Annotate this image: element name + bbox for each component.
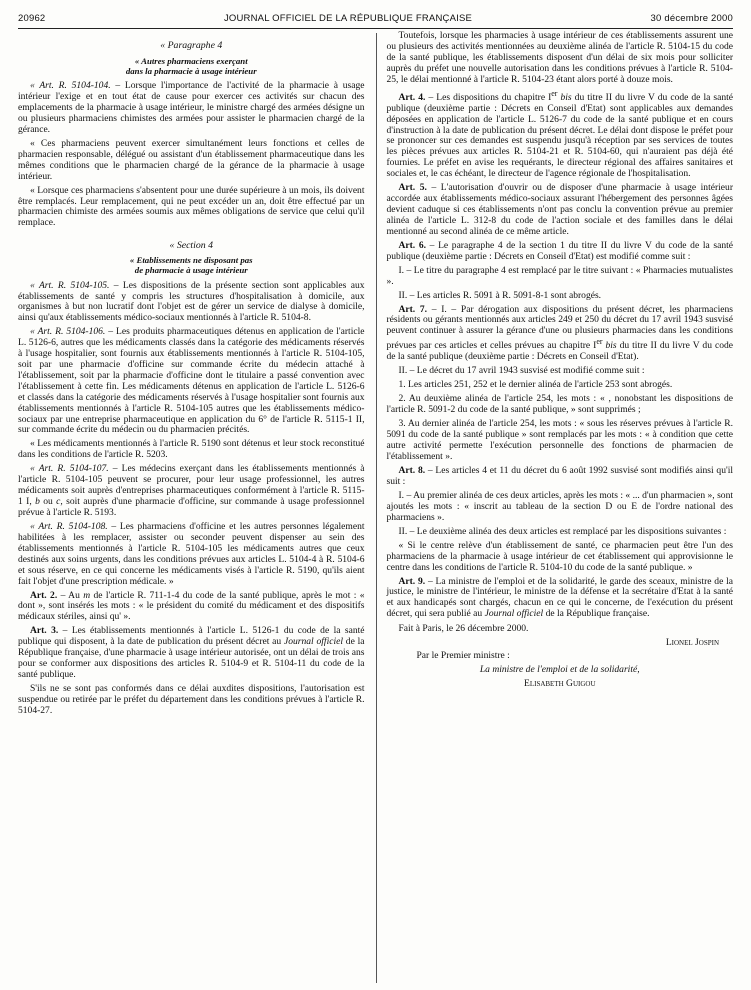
countersign-intro: Par le Premier ministre : [416, 650, 510, 662]
paragraph-heading: « Paragraphe 4 [160, 40, 223, 51]
article-text: – Lorsque l'importance de l'activité de la pharmacie à usage intérieur l'exige et en tout état de cause pour exercer ces activités sur chacun des emplacements de la pharmacie à usage intérieur, le ministre chargé des armées désigne un ou plusieurs pharmaciens chimistes des armées pour assister le pharmacien chargé de la gérance. [18, 80, 365, 135]
paragraph-subheading [18, 56, 365, 76]
header-rule [18, 28, 733, 29]
article-r5104-104 [18, 81, 365, 136]
article-text: – Les médecins exerçant dans les établissements mentionnés à l'article R. 5104-105 peuvent se procurer, pour leur usage professionnel, les autres médicaments soit auprès d'entreprises pharmaceutiques conformément à l'article R. 5115-1 I, [18, 463, 365, 508]
paragraph-text: « Lorsque ces pharmaciens s'absentent pour une durée supérieure à un mois, ils doivent être remplacés. Leur remplacement, qui ne peut excéder un an, doit être effectué par un pharmacien chimiste des armées soumis aux mêmes obligations de service que celui qu'il remplace. [18, 184, 365, 229]
article-text: de l'article R. 711-1-4 du code de la santé publique, après le mot : « dont », sont insérés les mots : « le président du comité du médicament et des dispositifs médicaux stériles, ainsi qu' ». [18, 589, 365, 623]
paragraph-subheading-line-2: dans la pharmacie à usage intérieur [125, 66, 257, 77]
page-number: 20962 [18, 13, 46, 24]
article-text: – Les dispositions de la présente section sont applicables aux établissements de santé y compris les structures d'hospitalisation à domicile, aux organismes à but non lucratif dont l'objet est de gérer un service de dialyse à domicile, ainsi qu'aux établissements médico-sociaux mentionnés à l'article R. 5104-8. [18, 279, 365, 324]
journal-title: JOURNAL OFFICIEL DE LA RÉPUBLIQUE FRANÇAISE [223, 13, 473, 24]
article-text: de la République française. [543, 608, 650, 620]
article-ref: « Art. R. 5104-108. [30, 521, 108, 532]
text-columns [18, 31, 733, 983]
paragraph-text: S'ils ne se sont pas conformés dans ce délai auxdites dispositions, l'autorisation est suspendue ou retirée par le préfet du département dans les conditions prévues à l'article R. 5104-27. [18, 682, 365, 716]
article-text: – La ministre de l'emploi et de la solidarité, le garde des sceaux, ministre de la justice, le ministre de l'intérieur, le ministre de la défense et la secrétaire d'Etat à la santé et aux handicapés sont chargés, chacun en ce qui le concerne, de l'exécution du présent décret, qui sera publié au [386, 575, 733, 620]
article-4 [387, 89, 734, 180]
paragraph-text: « Ces pharmaciens peuvent exercer simultanément leurs fonctions et celles de pharmacien responsable, délégué ou assistant d'un établissement pharmaceutique dans les mêmes conditions que le pharmacien chargé de la gérance de la pharmacie à usage intérieur. [18, 137, 365, 182]
article-8-quote: « Si le centre relève d'un établissement de santé, ce pharmacien peut être l'un des pharmaciens de la pharmacie à usage intérieur de cet établissement qui approvisionne le centre dans les conditions de l'article R. 5104-10 du code de la santé publique. » [386, 539, 733, 573]
item-letter: c [56, 496, 61, 508]
section-heading: « Section 4 [169, 240, 214, 252]
article-text: – Les dispositions du chapitre I [425, 91, 552, 103]
article-text: – Les articles 4 et 11 du décret du 6 août 1992 susvisé sont modifiés ainsi qu'il suit : [386, 465, 733, 487]
article-text: – L'autorisation d'ouvrir ou de disposer d'une pharmacie à usage intérieur accordée aux établissements médico-sociaux assurant l'hébergement des personnes âgées devient caduque si ces établissements n'ont pas conclu la convention prévue au premier alinéa de l'article L. 312-8 du code de l'action sociale et des familles dans le délai mentionné au second alinéa de ce même article. [386, 182, 733, 237]
bis-mark: bis [557, 91, 572, 103]
article-label: Art. 7. [398, 303, 428, 315]
article-r5104-105 [18, 281, 365, 325]
article-ref: « Art. R. 5104-104. [30, 80, 111, 92]
article-8-item-ii: II. – Le deuxième alinéa des deux articles est remplacé par les dispositions suivantes : [398, 525, 727, 537]
minister-title: La ministre de l'emploi et de la solidarité, [479, 664, 640, 676]
paragraph-text: « Les médicaments mentionnés à l'article R. 5190 sont détenus et leur stock reconstitué dans les conditions de l'article R. 5203. [18, 438, 365, 461]
article-label: Art. 4. [398, 91, 426, 103]
page-header [18, 13, 733, 24]
article-text: – Le paragraphe 4 de la section 1 du titre II du livre V du code de la santé publique (deuxième partie : Décrets en Conseil d'Etat) est modifié comme suit : [386, 239, 733, 262]
minister-name: Elisabeth Guigou [524, 678, 596, 690]
article-label: Art. 3. [30, 625, 59, 637]
article-text: – Les pharmaciens d'officine et les autres personnes légalement habilitées à les remplacer, assister ou seconder peuvent dispenser au sein des établissements mentionnés à l'article R. 5104-105 les médicaments autres que ceux destinés aux soins urgents, dans les conditions prévues aux articles L. 5104-4 à R. 5104-6 et sous réserve, en ce qui concerne les médicaments visés à l'article R. 5190, qu'ils aient fait l'objet d'une prescription médicale. » [18, 521, 365, 587]
paragraph-subheading-line-1: « Autres pharmaciens exerçant [134, 55, 248, 66]
article-6 [387, 241, 734, 263]
article-r5104-107 [18, 464, 365, 519]
article-label: Art. 2. [30, 589, 58, 601]
item-letter: b [35, 496, 40, 508]
article-6-item-i: I. – Le titre du paragraphe 4 est remplacé par le titre suivant : « Pharmacies mutualistes ». [386, 264, 733, 287]
article-text: ou [39, 496, 57, 508]
article-label: Art. 6. [398, 239, 427, 251]
signature-date: Fait à Paris, le 26 décembre 2000. [398, 623, 529, 635]
article-text: – Les établissements mentionnés à l'article L. 5126-1 du code de la santé publique qui disposent, à la date de publication du présent décret au [18, 625, 365, 648]
article-text: du titre II du livre V du code de la santé publique (deuxième partie : Décrets en Conseil d'Etat) sont applicables aux demandes déposées en application de l'article L. 5126-7 du code de la santé publique et en cours d'instruction à la date de publication du présent décret. Le délai dont dispose le préfet pour se prononcer sur ces demandes est suspendu jusqu'à réception par ses services de toutes les pièces prévues aux articles R. 5104-21 et R. 5104-60, qui n'auraient pas déjà été fournies. Le préfet en avise les requérants, le directeur régional des affaires sanitaires et sociales et, le cas échéant, le directeur de l'agence régionale de l'hospitalisation. [386, 91, 733, 180]
article-text: – Au [57, 589, 84, 601]
journal-name: Journal officiel [284, 636, 344, 648]
article-7 [387, 305, 734, 364]
superscript: er [596, 337, 603, 347]
signatory-name: Lionel Jospin [665, 637, 719, 649]
article-7-point-2: 2. Au deuxième alinéa de l'article 254, les mots : « , nonobstant les dispositions de l'article R. 5091-2 du code de la santé publique, » sont supprimés ; [386, 393, 733, 416]
left-column [18, 31, 369, 983]
article-r5104-106 [18, 327, 365, 436]
article-7-point-3: 3. Au dernier alinéa de l'article 254, les mots : « sous les réserves prévues à l'article R. 5091 du code de la santé publique » sont remplacés par les mots : « à condition que cette autre activité permette l'exécution personnelle des fonctions de pharmacien de l'établissement ». [386, 418, 733, 462]
article-6-item-ii: II. – Les articles R. 5091 à R. 5091-8-1 sont abrogés. [398, 289, 602, 301]
article-8-item-i: I. – Au premier alinéa de ces deux articles, après les mots : « ... d'un pharmacien », sont ajoutés les mots : « inscrit au tableau de la section D ou E de l'ordre national des pharmaciens ». [386, 489, 733, 523]
article-7-item-ii: II. – Le décret du 17 avril 1943 susvisé est modifié comme suit : [398, 365, 645, 377]
article-r5104-108 [18, 522, 365, 587]
article-8 [387, 466, 734, 488]
bis-mark: bis [602, 340, 617, 352]
superscript: er [551, 88, 558, 98]
issue-date: 30 décembre 2000 [650, 13, 733, 24]
paragraph-text: Toutefois, lorsque les pharmacies à usage intérieur de ces établissements assurent une ou plusieurs des activités mentionnées au deuxième alinéa de l'article R. 5104-15 du code de la santé publique, les établissements disposent d'un délai de six mois pour solliciter auprès du préfet une nouvelle autorisation dans les conditions prévues à l'article R. 5104-25, le délai mentionné à l'article R. 5104-23 étant alors porté à douze mois. [386, 30, 733, 85]
section-subheading-line-2: de pharmacie à usage intérieur [134, 265, 248, 276]
article-7-point-1: 1. Les articles 251, 252 et le dernier alinéa de l'article 253 sont abrogés. [398, 379, 673, 391]
article-text: , soit auprès d'une pharmacie d'officine, sur commande à usage professionnel prévue à l'article R. 5193. [18, 496, 365, 518]
right-column [383, 31, 734, 983]
article-label: Art. 8. [398, 465, 426, 476]
article-5 [387, 183, 734, 238]
item-letter: m [83, 589, 91, 601]
journal-name: Journal officiel [484, 608, 544, 620]
article-text: – Les produits pharmaceutiques détenus en application de l'article L. 5126-6, autres que les médicaments classés dans la catégorie des médicaments réservés à l'usage hospitalier, sont fournis aux établissements mentionnés à l'article R. 5104-105, soit par une pharmacie d'officine sur commande écrite du médecin attaché à l'établissement, soit par la pharmacie d'officine dont le titulaire a passé convention avec l'établissement à cette fin. Les médicaments détenus en application de l'article L. 5126-6 et classés dans la catégorie des médicaments réservés à l'usage hospitalier sont fournis aux établissements mentionnés à l'article R. 5104-105 autres que les établissements médico-sociaux par une entreprise pharmaceutique en application du 6° de l'article R. 5115-1 II, sur commande écrite du médecin ou du pharmacien précités. [18, 326, 365, 436]
article-label: Art. 9. [398, 575, 426, 587]
article-2 [18, 591, 365, 624]
article-text: de la République française, d'une pharmacie à usage intérieur autorisée, ont un délai de trois ans pour se conformer aux dispositions des articles R. 5104-9 et R. 5104-11 du code de la santé publique. [18, 636, 365, 680]
article-text: – I. – Par dérogation aux dispositions du présent décret, les pharmaciens résidents ou gérants mentionnés aux articles 249 et 250 du décret du 17 avril 1943 susvisé peuvent continuer à assurer la gérance d'une ou plusieurs pharmacies dans les conditions prévues par ces articles et celles prévues au chapitre I [386, 303, 733, 352]
article-text: du titre II du livre V du code de la santé publique (deuxième partie : Décrets en Conseil d'Etat). [386, 340, 733, 363]
article-label: Art. 5. [398, 182, 427, 194]
article-9 [387, 577, 734, 621]
article-ref: « Art. R. 5104-105. [30, 279, 110, 291]
section-subheading [18, 255, 365, 275]
article-ref: « Art. R. 5104-106. [30, 326, 106, 338]
section-subheading-line-1: « Etablissements ne disposant pas [129, 255, 253, 266]
article-3 [18, 626, 365, 681]
article-ref: « Art. R. 5104-107. [30, 463, 109, 475]
